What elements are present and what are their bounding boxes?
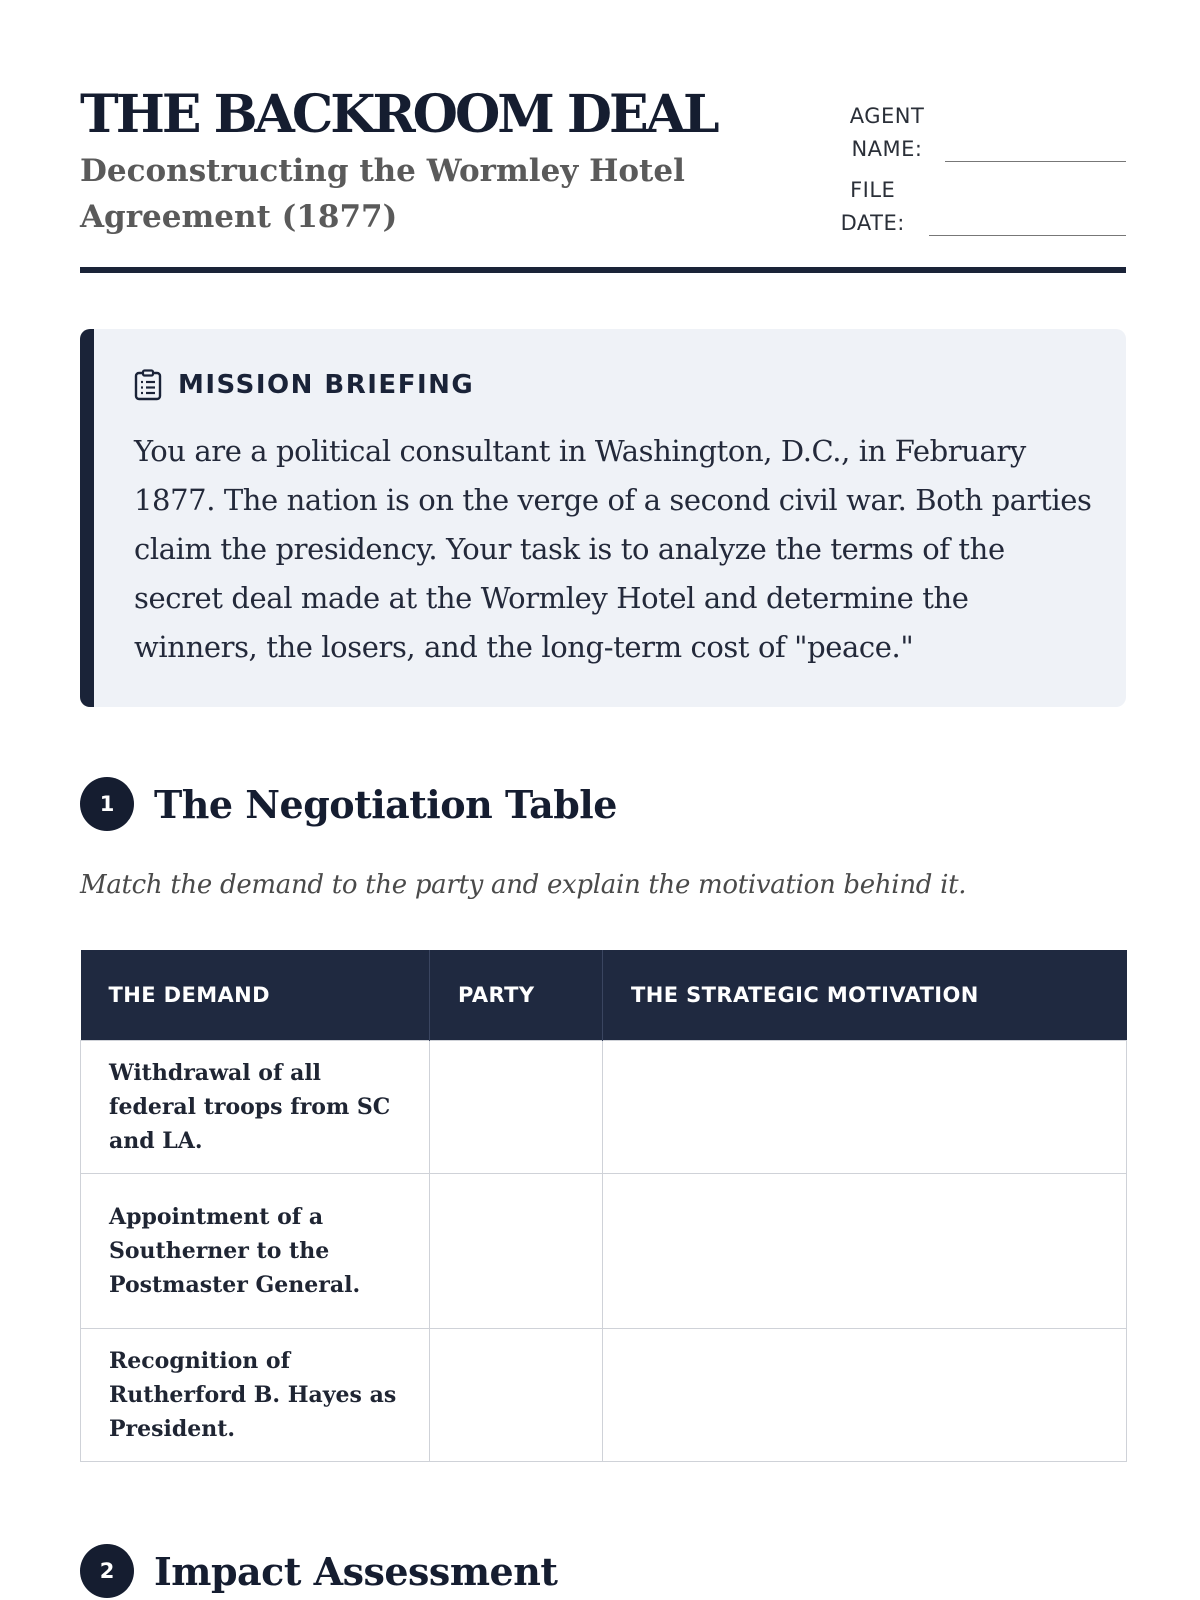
motivation-answer-cell[interactable]: [603, 1329, 1127, 1462]
table-row: [81, 1329, 1127, 1462]
agent-meta: [826, 100, 1126, 248]
agent-name-label-line1: AGENT: [849, 104, 925, 128]
section-1-heading: [80, 777, 617, 831]
negotiation-table: [80, 950, 1127, 1462]
clipboard-icon: [134, 369, 162, 401]
agent-name-field[interactable]: [945, 160, 1126, 162]
section-1-instructions: Match the demand to the party and explain the motivation behind it.: [80, 870, 967, 900]
header: [80, 82, 1126, 276]
header-divider: [80, 267, 1126, 273]
file-date-label-line1: FILE: [850, 178, 896, 202]
column-header-party: PARTY: [430, 950, 603, 1041]
motivation-answer-cell[interactable]: [603, 1174, 1127, 1329]
section-title: Impact Assessment: [154, 1548, 558, 1594]
agent-name-row: [826, 100, 1126, 166]
party-answer-cell[interactable]: [430, 1174, 603, 1329]
agent-name-label: [839, 100, 935, 166]
section-title: The Negotiation Table: [154, 781, 617, 827]
file-date-label: [826, 174, 919, 240]
section-number-badge: 1: [80, 777, 134, 831]
table-row: [81, 1041, 1127, 1174]
demand-cell: Withdrawal of all federal troops from SC and LA.: [81, 1041, 430, 1174]
motivation-answer-cell[interactable]: [603, 1041, 1127, 1174]
section-number-badge: 2: [80, 1544, 134, 1598]
table-row: [81, 1174, 1127, 1329]
column-header-demand: THE DEMAND: [81, 950, 430, 1041]
briefing-text: You are a political consultant in Washington, D.C., in February 1877. The nation is on the verge of a second civil war. Both parties claim the presidency. Your task is to analyze the terms of the secret deal made at the Wormley Hotel and determine the winners, the losers, and the long-term cost of "peace.": [134, 434, 1092, 664]
file-date-field[interactable]: [929, 234, 1126, 236]
demand-cell: Recognition of Rutherford B. Hayes as President.: [81, 1329, 430, 1462]
party-answer-cell[interactable]: [430, 1329, 603, 1462]
mission-briefing-box: [80, 329, 1126, 707]
page-title: THE BACKROOM DEAL: [80, 84, 717, 145]
column-header-motivation: THE STRATEGIC MOTIVATION: [603, 950, 1127, 1041]
agent-name-label-line2: NAME:: [851, 137, 923, 161]
briefing-title: MISSION BRIEFING: [178, 370, 475, 400]
briefing-header: [134, 369, 474, 401]
section-2-heading: [80, 1544, 557, 1598]
table-header-row: [81, 950, 1127, 1041]
demand-cell: Appointment of a Southerner to the Postmaster General.: [81, 1174, 430, 1329]
file-date-row: [826, 174, 1126, 240]
file-date-label-line2: DATE:: [840, 211, 905, 235]
page-subtitle: Deconstructing the Wormley Hotel Agreement (1877): [80, 153, 685, 235]
party-answer-cell[interactable]: [430, 1041, 603, 1174]
